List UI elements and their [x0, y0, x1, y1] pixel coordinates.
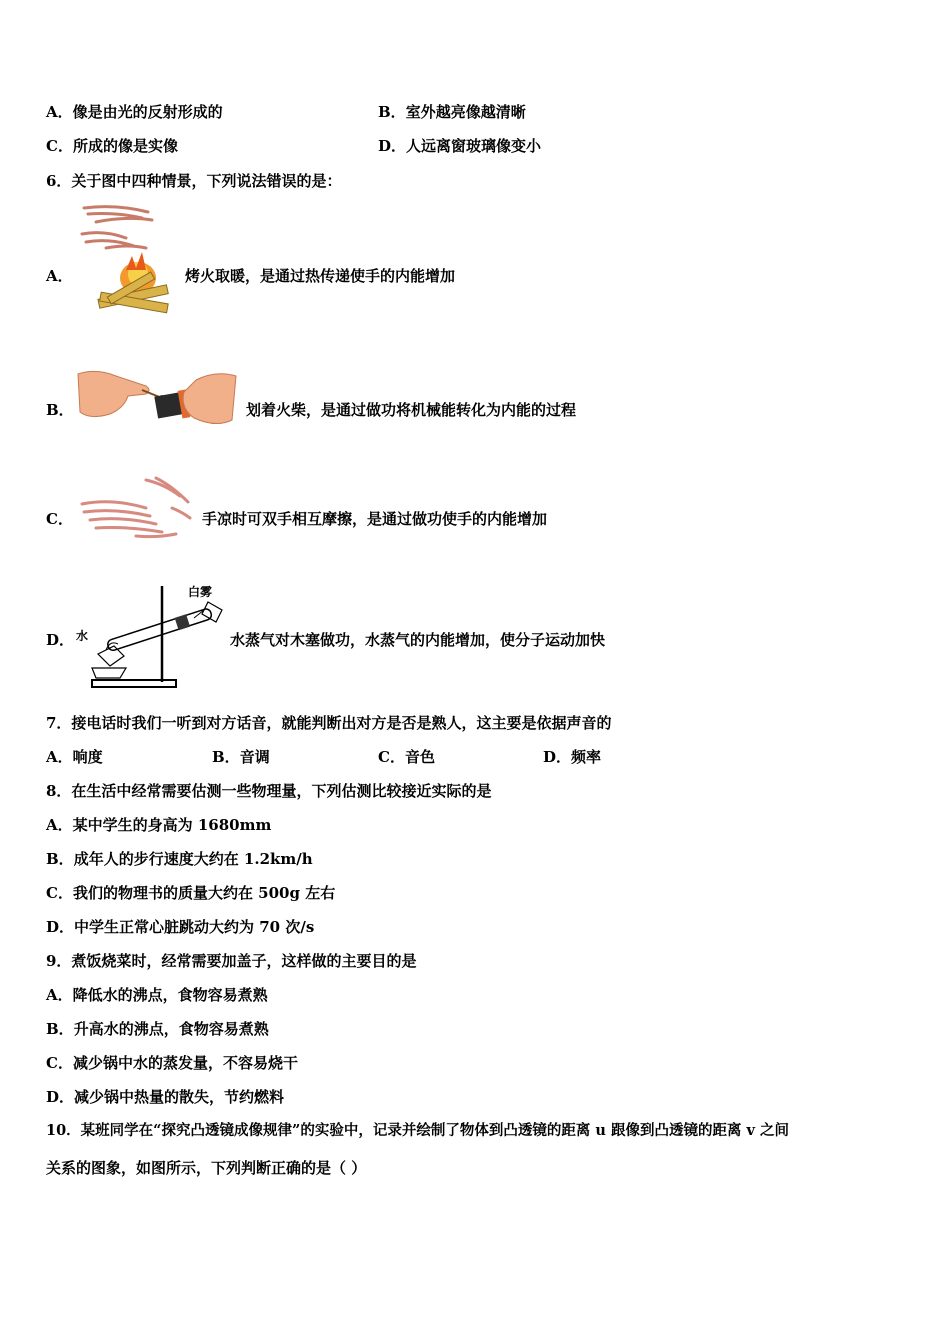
q6-option-d-text: 水蒸气对木塞做功，水蒸气的内能增加，使分子运动加快 — [230, 631, 606, 649]
water-label: 水 — [76, 629, 89, 643]
q6-option-c-text: 手凉时可双手相互摩擦，是通过做功使手的内能增加 — [202, 510, 548, 528]
white-mist-label: 白雾 — [188, 585, 213, 599]
rubbing-hands-icon — [76, 474, 196, 546]
q6-option-c-letter: C． — [46, 510, 73, 528]
q9-option-c — [46, 1053, 298, 1073]
q7-option-c — [378, 747, 435, 767]
q8-option-a — [46, 815, 271, 835]
option-letter: B． — [46, 850, 74, 868]
option-letter: D． — [46, 918, 75, 936]
q7-option-b — [212, 747, 270, 767]
option-text: 响度 — [72, 748, 103, 766]
q5-option-c — [46, 136, 178, 156]
option-letter: C． — [378, 748, 405, 766]
q6-option-a-letter: A． — [46, 267, 73, 285]
option-letter: C． — [46, 137, 73, 155]
q5-option-a — [46, 102, 223, 122]
q5-option-b — [378, 102, 526, 122]
campfire-hands-icon — [76, 200, 176, 318]
q9-option-b — [46, 1019, 269, 1039]
q8-option-c — [46, 883, 335, 903]
option-letter: A． — [46, 748, 73, 766]
q7-option-d — [543, 747, 601, 767]
q6-stem: 6．关于图中四种情景，下列说法错误的是： — [46, 172, 342, 190]
option-text: 升高水的沸点，食物容易煮熟 — [73, 1020, 269, 1038]
option-text: 人远离窗玻璃像变小 — [406, 137, 542, 155]
option-letter: C． — [46, 884, 73, 902]
q8-option-d — [46, 917, 314, 937]
option-letter: B． — [46, 1020, 74, 1038]
option-text: 某中学生的身高为 1680mm — [72, 816, 272, 834]
q8-option-b — [46, 849, 313, 869]
q9-option-a — [46, 985, 268, 1005]
option-letter: D． — [543, 748, 572, 766]
option-letter: B． — [212, 748, 240, 766]
option-text: 音色 — [404, 748, 435, 766]
match-striking-icon — [76, 368, 238, 432]
option-text: 成年人的步行速度大约在 1.2km/h — [73, 850, 313, 868]
option-text: 室外越亮像越清晰 — [405, 103, 526, 121]
q6-option-b-letter: B． — [46, 401, 74, 419]
q5-option-d — [378, 136, 541, 156]
option-letter: A． — [46, 816, 73, 834]
option-text: 我们的物理书的质量大约在 500g 左右 — [72, 884, 336, 902]
q10-stem-line1: 10．某班同学在“探究凸透镜成像规律”的实验中，记录并绘制了物体到凸透镜的距离 u 跟像到凸透镜的距离 v 之间 — [46, 1122, 790, 1139]
option-text: 像是由光的反射形成的 — [72, 103, 223, 121]
option-text: 降低水的沸点，食物容易煮熟 — [72, 986, 268, 1004]
q6-option-d-letter: D． — [46, 631, 75, 649]
q6-option-b-text: 划着火柴，是通过做功将机械能转化为内能的过程 — [246, 401, 577, 419]
option-letter: D． — [378, 137, 407, 155]
option-letter: A． — [46, 986, 73, 1004]
q9-stem: 9．煮饭烧菜时，经常需要加盖子，这样做的主要目的是 — [46, 952, 417, 970]
option-text: 中学生正常心脏跳动大约为 70 次/s — [74, 918, 315, 936]
steam-test-tube-apparatus-icon — [74, 580, 230, 690]
option-text: 减少锅中水的蒸发量，不容易烧干 — [72, 1054, 298, 1072]
q10-stem-line2: 关系的图象，如图所示，下列判断正确的是（ ） — [46, 1159, 367, 1177]
option-letter: C． — [46, 1054, 73, 1072]
option-text: 频率 — [571, 748, 602, 766]
q6-option-a-text: 烤火取暖，是通过热传递使手的内能增加 — [185, 267, 456, 285]
q7-option-a — [46, 747, 103, 767]
option-letter: D． — [46, 1088, 75, 1106]
option-text: 减少锅中热量的散失，节约燃料 — [74, 1088, 285, 1106]
q9-option-d — [46, 1087, 284, 1107]
option-letter: B． — [378, 103, 406, 121]
option-text: 所成的像是实像 — [72, 137, 178, 155]
q8-stem: 8．在生活中经常需要估测一些物理量，下列估测比较接近实际的是 — [46, 782, 492, 800]
option-letter: A． — [46, 103, 73, 121]
option-text: 音调 — [239, 748, 270, 766]
q7-stem: 7．接电话时我们一听到对方话音，就能判断出对方是否是熟人，这主要是依据声音的 — [46, 714, 612, 732]
